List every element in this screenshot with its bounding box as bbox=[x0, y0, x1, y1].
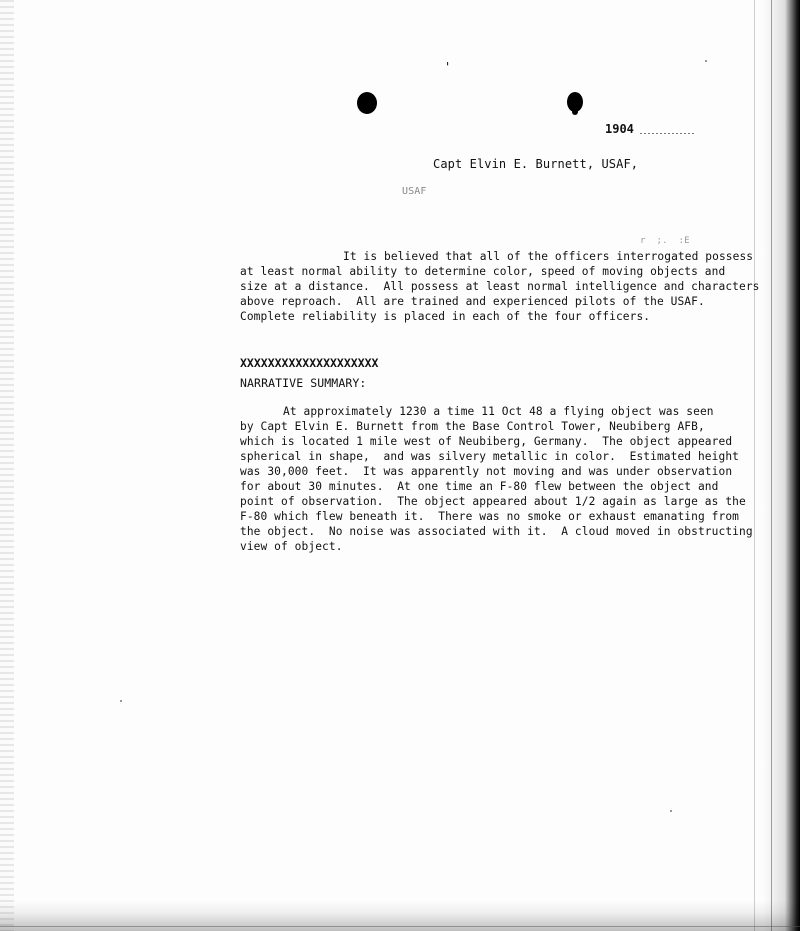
paragraph-line: was 30,000 feet. It was apparently not moving and was under observation bbox=[240, 465, 733, 478]
paragraph-line: for about 30 minutes. At one time an F-80 flew between the object and bbox=[240, 480, 719, 493]
narrative-summary-label: NARRATIVE SUMMARY: bbox=[240, 376, 367, 390]
header-name: Capt Elvin E. Burnett, USAF, bbox=[433, 157, 639, 171]
scan-left-edge bbox=[0, 0, 14, 931]
scan-speck bbox=[120, 700, 122, 702]
paragraph-line: size at a distance. All possess at least normal intelligence and characters bbox=[240, 280, 760, 293]
scan-speck bbox=[670, 810, 672, 812]
paragraph-line: point of observation. The object appeared about 1/2 again as large as the bbox=[240, 495, 746, 508]
paragraph-line: the object. No noise was associated with it. A cloud moved in obstructing bbox=[240, 525, 753, 538]
struck-heading: XXXXXXXXXXXXXXXXXXXX bbox=[240, 356, 379, 370]
paragraph-line: It is believed that all of the officers interrogated possess bbox=[343, 250, 754, 263]
scan-speck bbox=[705, 60, 707, 62]
small-reference: r ;. :E bbox=[640, 236, 690, 246]
document-number: 1904 bbox=[605, 122, 634, 136]
scan-right-edge bbox=[762, 0, 800, 931]
document-number-underline bbox=[640, 133, 695, 134]
scan-right-line-2 bbox=[754, 0, 755, 931]
paragraph-line: view of object. bbox=[240, 540, 343, 553]
scan-bottom-line bbox=[0, 926, 800, 927]
paragraph-line: spherical in shape, and was silvery metallic in color. Estimated height bbox=[240, 450, 739, 463]
paragraph-line: At approximately 1230 a time 11 Oct 48 a flying object was seen bbox=[283, 405, 714, 418]
punch-hole-left bbox=[357, 92, 377, 114]
paragraph-line: at least normal ability to determine color, speed of moving objects and bbox=[240, 265, 726, 278]
paragraph-line: Complete reliability is placed in each of the four officers. bbox=[240, 310, 651, 323]
header-sub: USAF bbox=[402, 186, 427, 197]
paragraph-line: which is located 1 mile west of Neubiberg, Germany. The object appeared bbox=[240, 435, 733, 448]
punch-hole-right-tail bbox=[572, 109, 578, 115]
top-mark: ' bbox=[444, 60, 452, 74]
scan-right-line bbox=[771, 0, 772, 931]
paragraph-line: above reproach. All are trained and experienced pilots of the USAF. bbox=[240, 295, 705, 308]
paragraph-line: by Capt Elvin E. Burnett from the Base Control Tower, Neubiberg AFB, bbox=[240, 420, 705, 433]
paragraph-line: F-80 which flew beneath it. There was no smoke or exhaust emanating from bbox=[240, 510, 739, 523]
